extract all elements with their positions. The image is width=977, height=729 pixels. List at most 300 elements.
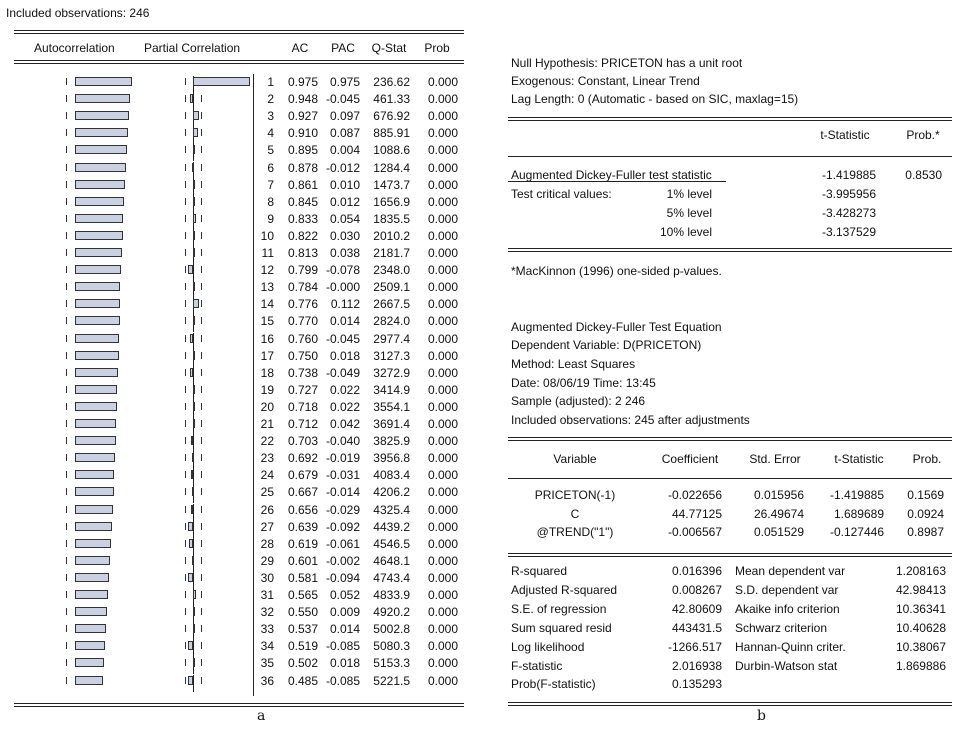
coef-tstat: 1.689689 xyxy=(833,506,884,521)
pac-value: 0.030 xyxy=(329,228,360,243)
pacf-confidence-tick xyxy=(185,386,186,393)
stat-label-left: S.E. of regression xyxy=(511,601,607,616)
pacf-confidence-tick xyxy=(185,352,186,359)
pacf-confidence-tick xyxy=(185,625,186,632)
stat-value-left: -1266.517 xyxy=(667,639,722,654)
pacf-confidence-tick xyxy=(201,112,202,119)
ac-value: 0.878 xyxy=(287,160,318,175)
pacf-bar xyxy=(193,197,195,206)
lag-number: 27 xyxy=(260,519,274,534)
panel-b-bottom-rule xyxy=(508,702,952,706)
lag-number: 25 xyxy=(260,485,274,500)
pac-value: -0.040 xyxy=(325,434,360,449)
stat-value-right: 42.98413 xyxy=(895,582,946,597)
pacf-confidence-tick xyxy=(201,266,202,273)
ac-value: 0.639 xyxy=(287,519,318,534)
acf-bar xyxy=(75,265,121,274)
pacf-axis xyxy=(193,538,194,555)
prob-value: 0.000 xyxy=(427,109,458,124)
prob-value: 0.000 xyxy=(427,605,458,620)
acf-confidence-tick xyxy=(66,557,67,564)
pacf-confidence-tick xyxy=(185,300,186,307)
lag-number: 20 xyxy=(260,399,274,414)
acf-confidence-tick xyxy=(66,523,67,530)
lag-number: 21 xyxy=(260,417,274,431)
lag-number: 8 xyxy=(267,194,274,209)
pacf-confidence-tick xyxy=(185,181,186,188)
pacf-confidence-tick xyxy=(201,677,202,684)
acf-bar xyxy=(75,368,118,377)
pacf-confidence-tick xyxy=(185,129,186,136)
pacf-confidence-tick xyxy=(201,164,202,171)
lag-number: 4 xyxy=(267,126,274,141)
qstat-value: 2181.7 xyxy=(373,246,410,260)
ac-value: 0.776 xyxy=(287,297,318,312)
null-hypothesis: Null Hypothesis: PRICETON has a unit root xyxy=(511,56,743,70)
pac-value: 0.014 xyxy=(329,622,360,637)
prob-value: 0.000 xyxy=(427,297,458,312)
lag-number: 34 xyxy=(260,639,274,654)
coef-header-rule xyxy=(508,478,952,479)
pacf-confidence-tick xyxy=(185,642,186,649)
qstat-value: 3691.4 xyxy=(373,417,410,431)
panel-a-header-rule xyxy=(14,60,464,64)
qstat-value: 4648.1 xyxy=(373,553,410,568)
qstat-value: 2509.1 xyxy=(373,280,410,295)
pacf-bar xyxy=(193,180,195,189)
pacf-confidence-tick xyxy=(185,591,186,598)
ac-value: 0.727 xyxy=(287,382,318,397)
acf-bar xyxy=(75,590,108,599)
acf-confidence-tick xyxy=(66,232,67,239)
pacf-confidence-tick xyxy=(185,437,186,444)
acf-bar xyxy=(75,453,115,462)
stat-label-right: S.D. dependent var xyxy=(735,582,839,597)
pac-value: 0.054 xyxy=(329,211,360,226)
stat-label-left: Sum squared resid xyxy=(511,620,612,635)
pac-value: -0.078 xyxy=(325,263,360,278)
stat-value-left: 443431.5 xyxy=(671,620,722,635)
pacf-confidence-tick xyxy=(201,557,202,564)
panel-a-title: Included observations: 246 xyxy=(6,6,150,20)
pacf-bar xyxy=(193,351,195,360)
pacf-confidence-tick xyxy=(185,249,186,256)
header-qstat: Q-Stat xyxy=(371,41,407,55)
ac-value: 0.581 xyxy=(287,570,318,585)
stats-top-rule xyxy=(508,553,952,557)
prob-value: 0.000 xyxy=(427,502,458,517)
pacf-bar xyxy=(188,573,193,582)
prob-value: 0.000 xyxy=(427,160,458,175)
prob-value: 0.000 xyxy=(427,92,458,107)
qstat-value: 676.92 xyxy=(373,109,410,124)
acf-confidence-tick xyxy=(66,283,67,290)
pacf-bar xyxy=(192,453,194,462)
prob-value: 0.000 xyxy=(427,639,458,654)
pacf-confidence-tick xyxy=(185,369,186,376)
pacf-confidence-tick xyxy=(201,283,202,290)
pac-value: 0.022 xyxy=(329,399,360,414)
adf-header-rule xyxy=(508,156,952,157)
prob-value: 0.000 xyxy=(427,622,458,637)
ac-value: 0.822 xyxy=(287,228,318,243)
pacf-confidence-tick xyxy=(185,403,186,410)
ac-value: 0.813 xyxy=(287,246,318,260)
pac-value: -0.045 xyxy=(325,92,360,107)
acf-confidence-tick xyxy=(66,659,67,666)
prob-value: 0.000 xyxy=(427,211,458,226)
qstat-value: 3127.3 xyxy=(373,348,410,363)
pacf-confidence-tick xyxy=(201,300,202,307)
pacf-confidence-tick xyxy=(185,146,186,153)
qstat-value: 885.91 xyxy=(373,126,410,141)
panel-a-separator xyxy=(253,74,254,696)
pac-value: -0.092 xyxy=(325,519,360,534)
coef-variable: C xyxy=(570,506,580,521)
pacf-confidence-tick xyxy=(185,557,186,564)
stat-label-left: Adjusted R-squared xyxy=(511,582,618,597)
prob-value: 0.000 xyxy=(427,399,458,414)
pacf-axis xyxy=(193,93,194,110)
ac-value: 0.519 xyxy=(287,639,318,654)
pacf-confidence-tick xyxy=(185,215,186,222)
qstat-value: 4083.4 xyxy=(373,468,410,483)
pac-value: -0.014 xyxy=(325,485,360,500)
coef-header-stderror: Std. Error xyxy=(749,452,801,466)
acf-confidence-tick xyxy=(66,317,67,324)
qstat-value: 4206.2 xyxy=(373,485,410,500)
pac-value: 0.087 xyxy=(329,126,360,141)
pac-value: 0.038 xyxy=(329,246,360,260)
pacf-confidence-tick xyxy=(185,454,186,461)
header-autocorrelation: Autocorrelation xyxy=(34,41,115,55)
pacf-bar xyxy=(189,539,193,548)
coef-variable: PRICETON(-1) xyxy=(534,488,616,502)
stat-label-right: Schwarz criterion xyxy=(735,620,828,635)
acf-bar xyxy=(75,522,112,531)
acf-bar xyxy=(75,624,106,633)
qstat-value: 3554.1 xyxy=(373,399,410,414)
ac-value: 0.895 xyxy=(287,143,318,158)
pacf-axis xyxy=(193,333,194,350)
acf-bar xyxy=(75,282,120,291)
caption-a: a xyxy=(257,708,266,724)
pacf-confidence-tick xyxy=(185,78,186,85)
eq-dependent: Dependent Variable: D(PRICETON) xyxy=(511,338,702,352)
ac-value: 0.861 xyxy=(287,177,318,192)
pacf-axis xyxy=(193,640,194,657)
stat-value-left: 0.008267 xyxy=(671,582,722,597)
acf-bar xyxy=(75,299,120,308)
lag-number: 31 xyxy=(260,588,274,602)
acf-bar xyxy=(75,197,124,206)
ac-value: 0.667 xyxy=(287,485,318,500)
acf-confidence-tick xyxy=(66,437,67,444)
pacf-confidence-tick xyxy=(201,369,202,376)
qstat-value: 1284.4 xyxy=(373,160,410,175)
pac-value: -0.002 xyxy=(325,553,360,568)
pacf-bar xyxy=(193,282,195,291)
ac-value: 0.760 xyxy=(287,331,318,346)
prob-value: 0.000 xyxy=(427,348,458,363)
pacf-bar xyxy=(193,145,195,154)
pacf-confidence-tick xyxy=(185,471,186,478)
ac-value: 0.738 xyxy=(287,365,318,380)
acf-bar xyxy=(75,487,114,496)
pac-value: -0.029 xyxy=(325,502,360,517)
lag-number: 19 xyxy=(260,382,274,397)
acf-confidence-tick xyxy=(66,249,67,256)
qstat-value: 4439.2 xyxy=(373,519,410,534)
pacf-confidence-tick xyxy=(201,198,202,205)
acf-confidence-tick xyxy=(66,506,67,513)
coef-header-tstat: t-Statistic xyxy=(834,452,884,466)
acf-bar xyxy=(75,145,127,154)
pac-value: 0.010 xyxy=(329,177,360,192)
crit-value-5: -3.428273 xyxy=(821,206,876,220)
pacf-confidence-tick xyxy=(201,181,202,188)
pac-value: 0.975 xyxy=(329,75,360,89)
adf-tstat: -1.419885 xyxy=(821,168,876,182)
prob-value: 0.000 xyxy=(427,143,458,158)
stat-value-right: 1.208163 xyxy=(895,564,946,578)
stat-value-right: 10.36341 xyxy=(895,601,946,616)
acf-bar xyxy=(75,539,111,548)
pacf-confidence-tick xyxy=(201,437,202,444)
qstat-value: 1473.7 xyxy=(373,177,410,192)
pacf-bar xyxy=(191,436,193,445)
ac-value: 0.485 xyxy=(287,673,318,688)
acf-bar xyxy=(75,436,116,445)
lag-number: 2 xyxy=(267,92,274,107)
prob-value: 0.000 xyxy=(427,417,458,431)
coef-header-prob: Prob. xyxy=(912,452,942,466)
pac-value: -0.019 xyxy=(325,451,360,466)
eq-title: Augmented Dickey-Fuller Test Equation xyxy=(511,320,722,334)
lag-number: 5 xyxy=(267,143,274,158)
pacf-confidence-tick xyxy=(201,215,202,222)
crit-level-1: 1% level xyxy=(666,187,712,201)
prob-value: 0.000 xyxy=(427,228,458,243)
pacf-confidence-tick xyxy=(201,317,202,324)
qstat-value: 3272.9 xyxy=(373,365,410,380)
pacf-bar xyxy=(193,658,195,667)
caption-b: b xyxy=(757,708,766,724)
pacf-axis xyxy=(193,435,194,452)
pacf-bar xyxy=(188,265,193,274)
pacf-confidence-tick xyxy=(201,129,202,136)
qstat-value: 2667.5 xyxy=(373,297,410,312)
lag-number: 35 xyxy=(260,656,274,671)
adf-prob: 0.8530 xyxy=(905,168,942,182)
coef-tstat: -0.127446 xyxy=(829,525,884,539)
pacf-confidence-tick xyxy=(201,488,202,495)
lag-number: 11 xyxy=(261,246,274,260)
pacf-bar xyxy=(190,94,193,103)
ac-value: 0.502 xyxy=(287,656,318,671)
coef-stderror: 0.015956 xyxy=(753,488,804,502)
pac-value: -0.045 xyxy=(325,331,360,346)
acf-bar xyxy=(75,163,126,172)
coef-header-coefficient: Coefficient xyxy=(661,452,719,466)
acf-confidence-tick xyxy=(66,454,67,461)
acf-bar xyxy=(75,248,122,257)
acf-confidence-tick xyxy=(66,488,67,495)
pac-value: 0.012 xyxy=(329,194,360,209)
acf-bar xyxy=(75,214,123,223)
qstat-value: 2010.2 xyxy=(373,228,410,243)
pacf-confidence-tick xyxy=(201,249,202,256)
prob-value: 0.000 xyxy=(427,365,458,380)
exogenous: Exogenous: Constant, Linear Trend xyxy=(511,74,700,88)
acf-confidence-tick xyxy=(66,471,67,478)
acf-confidence-tick xyxy=(66,386,67,393)
pacf-bar xyxy=(191,470,193,479)
acf-bar xyxy=(75,94,130,103)
pac-value: -0.094 xyxy=(325,570,360,585)
pacf-confidence-tick xyxy=(201,471,202,478)
pacf-confidence-tick xyxy=(201,608,202,615)
prob-value: 0.000 xyxy=(427,673,458,688)
ac-value: 0.601 xyxy=(287,553,318,568)
ac-value: 0.927 xyxy=(287,109,318,124)
pacf-confidence-tick xyxy=(185,232,186,239)
pacf-confidence-tick xyxy=(185,198,186,205)
ac-value: 0.799 xyxy=(287,263,318,278)
prob-value: 0.000 xyxy=(427,588,458,602)
stat-label-left: R-squared xyxy=(511,564,568,578)
pacf-confidence-tick xyxy=(185,317,186,324)
acf-confidence-tick xyxy=(66,352,67,359)
ac-value: 0.565 xyxy=(287,588,318,602)
prob-value: 0.000 xyxy=(427,468,458,483)
stat-value-left: 0.016396 xyxy=(671,564,722,578)
acf-confidence-tick xyxy=(66,181,67,188)
pac-value: -0.031 xyxy=(325,468,360,483)
acf-confidence-tick xyxy=(66,625,67,632)
prob-value: 0.000 xyxy=(427,126,458,141)
ac-value: 0.845 xyxy=(287,194,318,209)
prob-value: 0.000 xyxy=(427,451,458,466)
adf-col-tstat: t-Statistic xyxy=(820,128,870,142)
ac-value: 0.692 xyxy=(287,451,318,466)
pacf-confidence-tick xyxy=(201,386,202,393)
ac-value: 0.619 xyxy=(287,536,318,551)
ac-value: 0.750 xyxy=(287,348,318,363)
pacf-bar xyxy=(193,248,195,257)
acf-confidence-tick xyxy=(66,574,67,581)
adf-label: Augmented Dickey-Fuller test statistic xyxy=(511,168,712,182)
lag-number: 30 xyxy=(260,570,274,585)
qstat-value: 4833.9 xyxy=(373,588,410,602)
eq-observations: Included observations: 245 after adjustments xyxy=(511,413,750,427)
qstat-value: 2824.0 xyxy=(373,314,410,329)
qstat-value: 1835.5 xyxy=(373,211,410,226)
ac-value: 0.718 xyxy=(287,399,318,414)
acf-confidence-tick xyxy=(66,608,67,615)
acf-confidence-tick xyxy=(66,146,67,153)
pacf-bar xyxy=(193,231,195,240)
qstat-value: 2348.0 xyxy=(373,263,410,278)
qstat-value: 3825.9 xyxy=(373,434,410,449)
acf-bar xyxy=(75,573,109,582)
stat-label-right: Akaike info criterion xyxy=(735,601,840,616)
pacf-confidence-tick xyxy=(201,625,202,632)
acf-confidence-tick xyxy=(66,129,67,136)
pacf-confidence-tick xyxy=(185,574,186,581)
stat-value-left: 0.135293 xyxy=(671,677,722,692)
acf-bar xyxy=(75,180,125,189)
pacf-axis xyxy=(193,521,194,538)
qstat-value: 5221.5 xyxy=(373,673,410,688)
prob-value: 0.000 xyxy=(427,331,458,346)
header-prob: Prob xyxy=(424,41,450,55)
pacf-confidence-tick xyxy=(201,146,202,153)
pacf-confidence-tick xyxy=(201,232,202,239)
prob-value: 0.000 xyxy=(427,519,458,534)
pac-value: 0.004 xyxy=(329,143,360,158)
pacf-confidence-tick xyxy=(201,523,202,530)
acf-bar xyxy=(75,111,129,120)
stat-label-left: Log likelihood xyxy=(511,639,585,654)
pac-value: 0.022 xyxy=(329,382,360,397)
pacf-confidence-tick xyxy=(185,420,186,427)
pacf-confidence-tick xyxy=(185,112,186,119)
coef-variable: @TREND("1") xyxy=(536,525,614,539)
adf-bottom-rule xyxy=(508,248,952,252)
pacf-bar xyxy=(193,77,250,86)
pacf-confidence-tick xyxy=(185,540,186,547)
prob-value: 0.000 xyxy=(427,485,458,500)
header-pac: PAC xyxy=(331,41,355,55)
acf-bar xyxy=(75,505,113,514)
coef-coefficient: 44.77125 xyxy=(671,506,722,521)
prob-value: 0.000 xyxy=(427,656,458,671)
lag-number: 15 xyxy=(260,314,274,329)
eq-sample: Sample (adjusted): 2 246 xyxy=(511,394,646,408)
pac-value: 0.009 xyxy=(329,605,360,620)
pacf-confidence-tick xyxy=(201,420,202,427)
lag-number: 36 xyxy=(260,673,274,688)
acf-bar xyxy=(75,607,107,616)
pacf-bar xyxy=(190,368,193,377)
acf-confidence-tick xyxy=(66,403,67,410)
pacf-confidence-tick xyxy=(201,352,202,359)
pacf-confidence-tick xyxy=(185,266,186,273)
pacf-confidence-tick xyxy=(185,608,186,615)
qstat-value: 236.62 xyxy=(373,75,410,89)
pacf-bar xyxy=(193,590,196,599)
stat-label-left: F-statistic xyxy=(511,658,563,673)
ac-value: 0.712 xyxy=(287,417,318,431)
acf-bar xyxy=(75,77,132,86)
pacf-confidence-tick xyxy=(185,335,186,342)
lag-number: 26 xyxy=(260,502,274,517)
pacf-axis xyxy=(193,367,194,384)
header-partial-correlation: Partial Correlation xyxy=(144,41,241,55)
pac-value: -0.061 xyxy=(325,536,360,551)
coef-stderror: 0.051529 xyxy=(753,525,804,539)
acf-bar xyxy=(75,658,104,667)
eq-method: Method: Least Squares xyxy=(511,357,636,371)
pac-value: 0.112 xyxy=(330,297,360,312)
stat-label-right: Hannan-Quinn criter. xyxy=(735,639,846,654)
ac-value: 0.550 xyxy=(287,605,318,620)
pacf-bar xyxy=(193,299,199,308)
pacf-confidence-tick xyxy=(201,540,202,547)
pacf-confidence-tick xyxy=(185,283,186,290)
pacf-confidence-tick xyxy=(185,523,186,530)
